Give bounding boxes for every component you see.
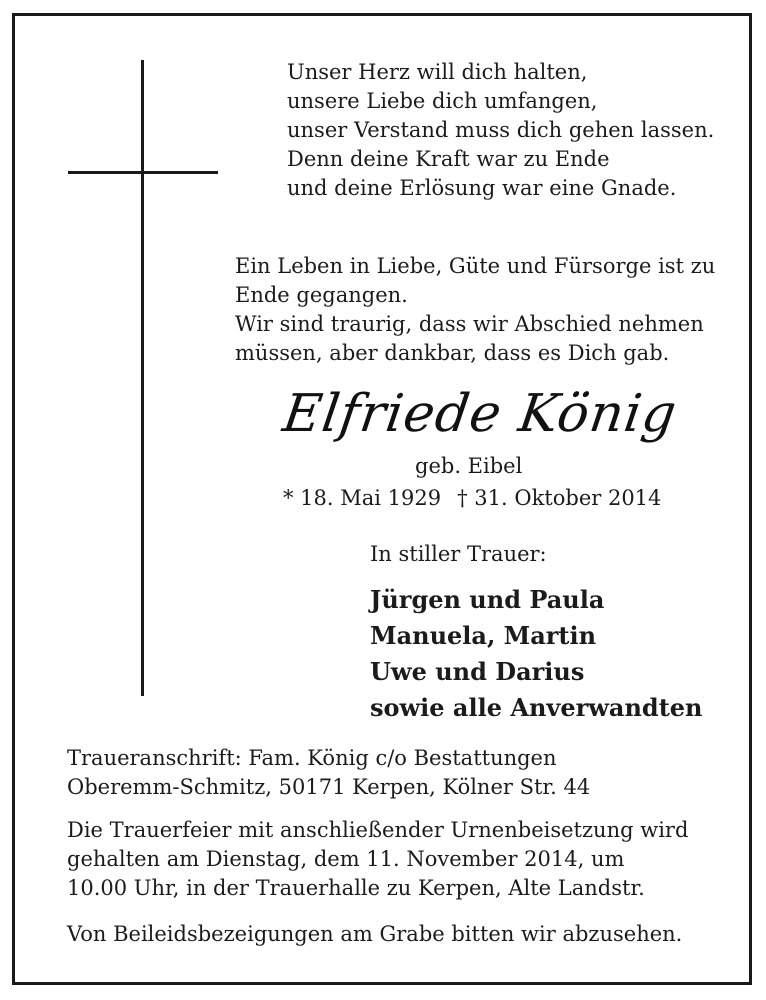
- poem-line: unsere Liebe dich umfangen,: [287, 89, 598, 113]
- ceremony-line: Die Trauerfeier mit anschließender Urnenbeisetzung wird: [67, 818, 689, 842]
- intro-line: Ende gegangen.: [235, 283, 408, 307]
- ceremony-line: 10.00 Uhr, in der Trauerhalle zu Kerpen, Alte Landstr.: [67, 876, 645, 900]
- intro-line: Ein Leben in Liebe, Güte und Fürsorge ist zu: [235, 254, 716, 278]
- mourning-address: [67, 744, 727, 802]
- poem-line: Denn deine Kraft war zu Ende: [287, 147, 610, 171]
- birth-date: * 18. Mai 1929: [283, 486, 442, 510]
- poem-line: unser Verstand muss dich gehen lassen.: [287, 118, 715, 142]
- death-date: † 31. Oktober 2014: [457, 486, 662, 510]
- mourner-entry: Uwe und Darius: [370, 657, 585, 686]
- intro-line: müssen, aber dankbar, dass es Dich gab.: [235, 341, 670, 365]
- intro-line: Wir sind traurig, dass wir Abschied nehmen: [235, 312, 704, 336]
- address-line: Traueranschrift: Fam. König c/o Bestattungen: [67, 746, 557, 770]
- condolence-note: [67, 920, 727, 949]
- mourners-list: [370, 582, 703, 726]
- ceremony-line: gehalten am Dienstag, dem 11. November 2014, um: [67, 847, 625, 871]
- mourning-label: In stiller Trauer:: [370, 542, 547, 566]
- obituary-frame: [12, 13, 752, 985]
- poem-verse: [287, 58, 727, 203]
- deceased-name: Elfriede König: [279, 384, 681, 444]
- intro-text: [235, 252, 735, 368]
- cross-vertical-bar: [141, 60, 144, 696]
- mourner-entry: Jürgen und Paula: [370, 585, 605, 614]
- mourner-entry: Manuela, Martin: [370, 621, 597, 650]
- maiden-name: geb. Eibel: [415, 454, 523, 478]
- condolence-line: Von Beileidsbezeigungen am Grabe bitten wir abzusehen.: [67, 922, 683, 946]
- cross-horizontal-bar: [68, 171, 218, 174]
- ceremony-info: [67, 816, 727, 903]
- life-dates: [283, 484, 661, 512]
- poem-line: und deine Erlösung war eine Gnade.: [287, 176, 677, 200]
- poem-line: Unser Herz will dich halten,: [287, 60, 588, 84]
- mourner-entry: sowie alle Anverwandten: [370, 693, 703, 722]
- address-line: Oberemm-Schmitz, 50171 Kerpen, Kölner Str. 44: [67, 775, 591, 799]
